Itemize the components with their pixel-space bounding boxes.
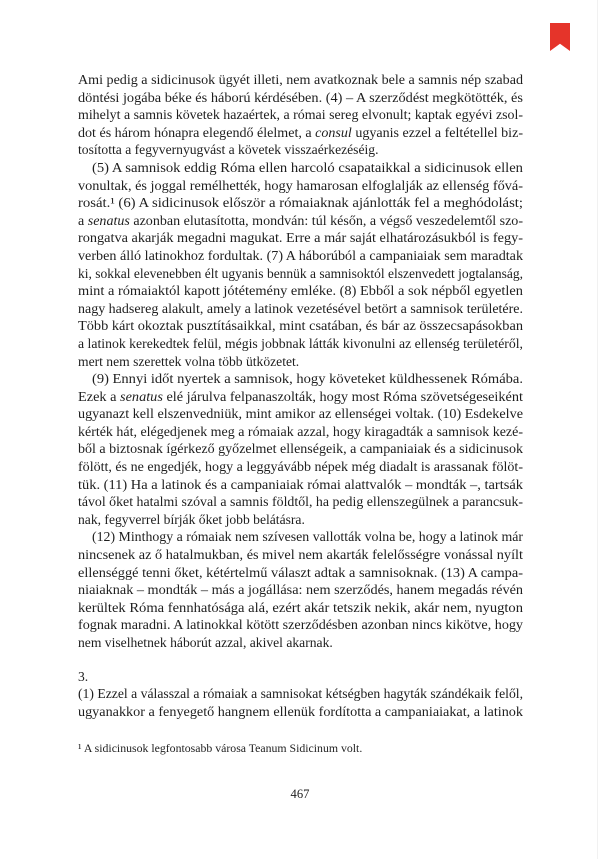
text-line: vonultak, és joggal remélhették, hogy hamarosan elfoglalják az ellenség fővá- [78,177,523,193]
bookmark-ribbon-icon[interactable] [550,23,570,51]
text-column [78,71,523,720]
paragraph [78,71,523,159]
text-line: Ami pedig a sidicinusok ügyét illeti, nem avatkoznak bele a samnis nép szabad [78,72,523,87]
paragraph [78,685,523,720]
text-line: (5) A samnisok eddig Róma ellen harcoló csapataikkal a sidicinusok ellen [92,159,523,175]
text-line: fognak maradni. A latinokkal kötött szerződésben azonban nincs kikötve, hogy [78,617,523,633]
paragraph [78,528,523,651]
text-line: Ezek a senatus elé járulva felpanaszolták, hogy most Róma szövetségeseiként [78,388,523,404]
page-number: 467 [290,787,310,801]
text-line: ugyanazt kell elszenvedniük, mint amikor az ellenségei voltak. (10) Esdekelve [78,406,523,422]
text-line: ellenséggé tenni őket, kétértelmű választ adtak a samnisoknak. (13) A campa- [78,564,523,580]
text-line: a senatus azonban elutasította, mondván: túl későn, a végső veszedelemtől szo- [78,212,523,228]
text-line: kerültek Róma fennhatósága alá, ezért akár tetszik nekik, akár nem, nyugton [78,599,523,615]
text-line: fölött, és ne engedjék, hogy a leggyávább népek még diadalt is arassanak fölöt- [78,459,523,475]
text-line: ugyanakkor a fenyegető hangnem ellenük fordította a campaniaiakat, a latinok [78,703,523,719]
text-line: mert nem szerettek volna több ütközetet. [78,353,300,369]
text-line: mint a rómaiaktól kapott jótétemény emléke. (8) Ebből a sok népből egyetlen [78,283,523,299]
text-line: (12) Minthogy a rómaiak nem szívesen vallották volna be, hogy a latinok már [92,529,523,545]
text-line: niaiaknak – mondták – más a jogállása: nem szerződés, hanem megadás révén [78,582,523,598]
text-line: rongatva akarják megadni magukat. Erre a már saját elhatározásukból is fegy- [78,230,523,246]
text-line: a latinok kerekedtek felül, mégis jobbnak látták kivonulni az ellenség területéről, [78,335,523,351]
section-heading: 3. [78,668,89,684]
text-line: tosította a fegyvernyugvást a követek visszaérkezéséig. [78,142,379,158]
text-line: ki, sokkal elevenebben élt ugyanis bennük a samnisoktól elszenvedett jogtalanság, [78,265,523,281]
text-line: kérték hát, elégedjenek meg a rómaiak azzal, hogy kiragadták a samnisok kezé- [78,423,523,439]
footnote: ¹ A sidicinusok legfontosabb városa Teanum Sidicinum volt. [78,741,363,755]
text-line: Több kárt okoztak pusztításaikkal, mint csatában, és bár az összecsapásokban [78,318,523,334]
text-line: nak, fegyverrel bírják őket jobb belátásra. [78,511,305,527]
text-line: dot és három hónapra elegendő élelmet, a consul ugyanis ezzel a feltétellel biz- [78,124,523,140]
text-line: ből a biztosnak ígérkező győzelmet ellenségeik, a campaniaiak és a sidicinusok [78,441,523,457]
text-line: távol őket hatalmi szóval a samnis földtől, ha pedig ellenszegülnek a parancsuk- [78,494,523,510]
paragraph [78,370,523,528]
text-line: rosát.¹ (6) A sidicinusok először a rómaiaknak ajánlották fel a meghódolást; [78,195,523,211]
text-line: nincsenek az ő hatalmukban, és mivel nem akarták felelősségre vonással nyílt [78,547,523,563]
text-line: nagy hadsereg alakult, amely a latinok vezetésével betört a samnisok területére. [78,300,523,316]
text-line: döntési jogába béke és háború kérdésében. (4) – A szerződést megkötötték, és [78,89,523,105]
text-line: tük. (11) Ha a latinok és a campaniaiak római alattvalók – mondták –, tartsák [78,476,523,492]
page-edge-line [597,0,598,859]
paragraph [78,159,523,370]
text-line: (9) Ennyi időt nyertek a samnisok, hogy követeket küldhessenek Rómába. [92,371,523,387]
text-line: verben álló latinokhoz fordultak. (7) A háborúból a campaniaiak sem maradtak [78,247,523,263]
text-line: mihelyt a samnis követek hazaértek, a római sereg elvonult; kaptak egyévi zsol- [78,107,523,123]
text-line: nem viselhetnek háborút azzal, akivel akarnak. [78,635,333,650]
text-line: (1) Ezzel a válasszal a rómaiak a samnisokat kétségben hagyták szándékaik felől, [78,686,523,702]
